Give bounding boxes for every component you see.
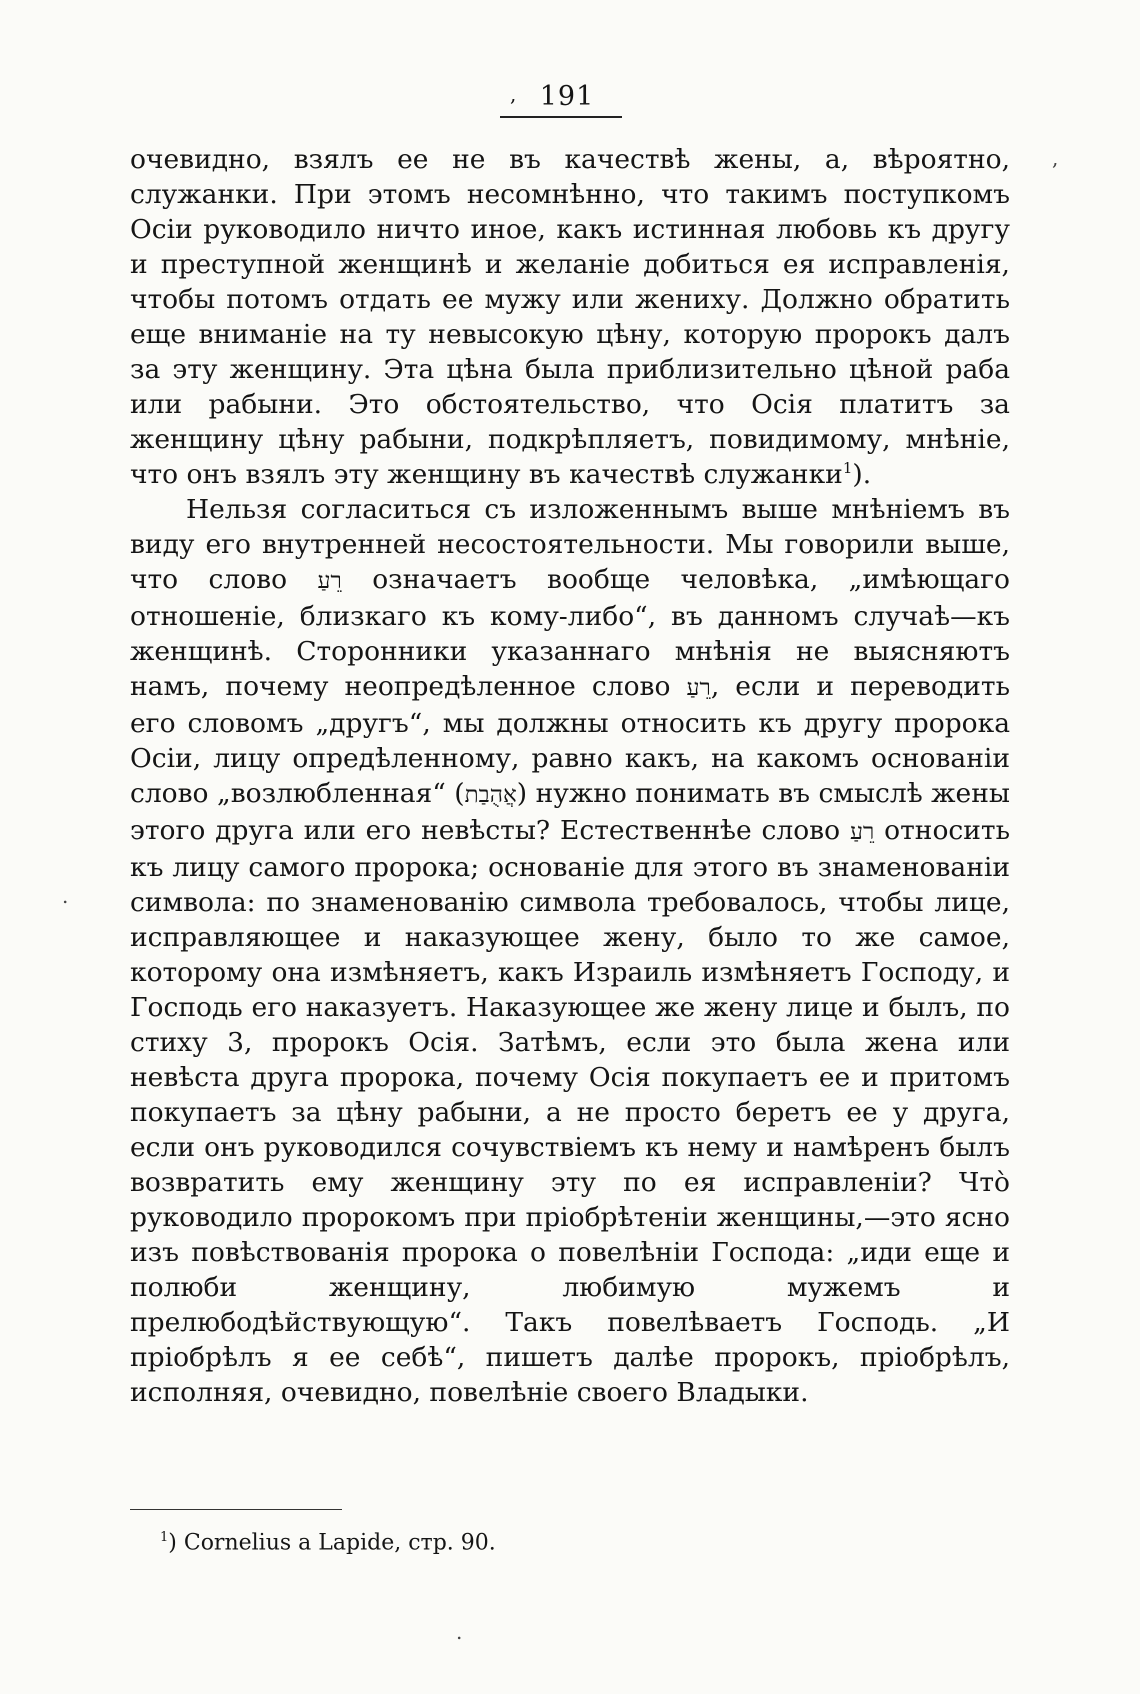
text-run: очевидно, взялъ ее не въ качествѣ жены, а, вѣроятно, служанки. При этомъ несомнѣнно, что такимъ поступкомъ Осіи руководило ничто иное, какъ истинная любовь къ другу и преступной женщинѣ и желаніе добиться ея исправленія, чтобы потомъ отдать ее мужу или жениху. Должно обратить еще вниманіе на ту невысокую цѣну, которую пророкъ далъ за эту женщину. Эта цѣна была приблизительно цѣной раба или рабыни. Это обстоятельство, что Осія платитъ за женщину цѣну рабыни, подкрѣпляетъ, повидимому, мнѣніе, что онъ взялъ эту женщину въ качествѣ служанки [130,144,1010,490]
text-run: означаетъ вообще человѣка, „имѣющаго отношеніе, близкаго къ кому-либо“, въ данномъ случаѣ—къ женщинѣ. Сторонники указаннаго мнѣнія не выясняютъ намъ, почему неопредѣленное слово [130,564,1010,702]
body-text [130,142,1010,1410]
footnote-divider [130,1509,342,1510]
footnote-marker: 1 [160,1530,169,1545]
text-run: ). [852,459,872,490]
footnote-text: ) Cornelius a Lapide, стр. 90. [168,1530,496,1556]
hebrew-word: רֵעַ [317,568,342,594]
hebrew-word: אֲהֻבַת [464,782,517,808]
margin-mark: . [62,884,69,908]
text-run: относить къ лицу самого пророка; основаніе для этого въ знаменованіи символа: по знаменованію символа требовалось, чтобы лице, исправляющее и наказующее жену, было то же самое, которому она измѣняетъ, какъ Израиль измѣняетъ Господу, и Господь его наказуетъ. Наказующее же жену лице и былъ, по стиху 3, пророкъ Осія. Затѣмъ, если это была жена или невѣста друга пророка, почему Осія покупаетъ ее и притомъ покупаетъ за цѣну рабыни, а не просто беретъ ее у друга, если онъ руководился сочувствіемъ къ нему и намѣренъ былъ возвратить ему женщину эту по ея исправленіи? Что̀ руководило пророкомъ при пріобрѣтеніи женщины,—это ясно изъ повѣствованія пророка о повелѣніи Господа: „иди еще и полюби женщину, любимую мужемъ и прелюбодѣйствующую“. Такъ повелѣваетъ Господь. „И пріобрѣлъ я ее себѣ“, пишетъ далѣе пророкъ, пріобрѣлъ, исполняя, очевидно, повелѣніе своего Владыки. [130,815,1010,1408]
text-run: Нельзя согласиться съ изложеннымъ выше мнѣніемъ въ виду его внутренней несостоятельности. Мы говорили выше, что слово [130,494,1010,595]
text-run: , если и переводить его словомъ „другъ“, мы должны относить къ другу пророка Осіи, лицу опредѣленному, равно какъ, на какомъ основаніи слово „возлюбленная“ ( [130,671,1011,809]
margin-mark: , [1052,146,1059,170]
paragraph-2 [130,492,1010,1410]
footnote [160,1524,496,1557]
page-number: 191 [539,81,595,112]
footnote-reference: 1 [842,459,853,478]
text-run: ) нужно понимать въ смыслѣ жены этого друга или его невѣсты? Естественнѣе слово [130,778,1010,846]
hebrew-word: רֵעַ [686,675,711,701]
paragraph-1 [130,142,1010,492]
header-mark: , [510,82,517,106]
margin-mark: . [456,1620,463,1644]
hebrew-word: רֵעַ [849,819,875,845]
page-header [500,80,622,118]
